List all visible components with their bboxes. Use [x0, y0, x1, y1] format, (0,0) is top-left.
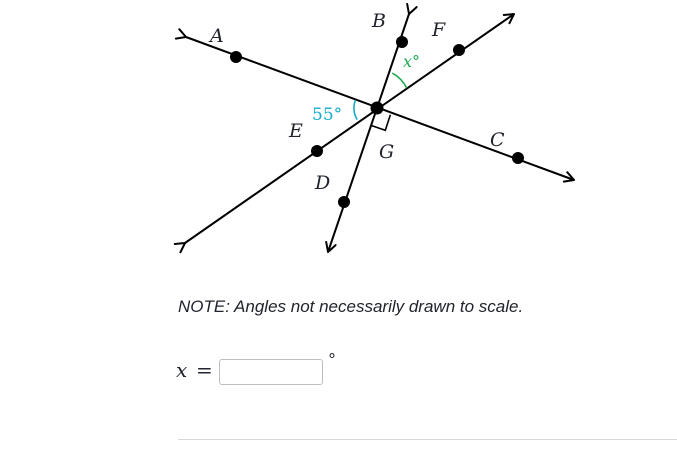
note-text: NOTE: Angles not necessarily drawn to scale.	[178, 297, 524, 316]
angle-label-x: x°	[403, 52, 421, 71]
answer-input[interactable]	[219, 359, 323, 385]
degree-symbol: °	[328, 350, 336, 369]
label-d: D	[315, 172, 331, 194]
label-f: F	[432, 19, 446, 41]
point-c	[512, 152, 524, 164]
line-bd	[328, 14, 409, 252]
point-g	[371, 102, 384, 115]
point-b	[396, 36, 408, 48]
angle-label-55: 55°	[312, 105, 343, 125]
label-a: A	[210, 25, 224, 47]
point-e	[311, 145, 323, 157]
point-f	[453, 44, 465, 56]
label-b: B	[372, 10, 386, 32]
label-c: C	[490, 129, 505, 151]
equals-sign: =	[196, 358, 213, 382]
angle-arc-55	[354, 100, 357, 120]
label-e: E	[289, 120, 303, 142]
point-a	[230, 51, 242, 63]
divider	[178, 439, 677, 440]
variable-label: x	[176, 358, 188, 382]
angle-arc-x	[392, 73, 406, 88]
label-g: G	[379, 141, 395, 163]
point-d	[338, 196, 350, 208]
